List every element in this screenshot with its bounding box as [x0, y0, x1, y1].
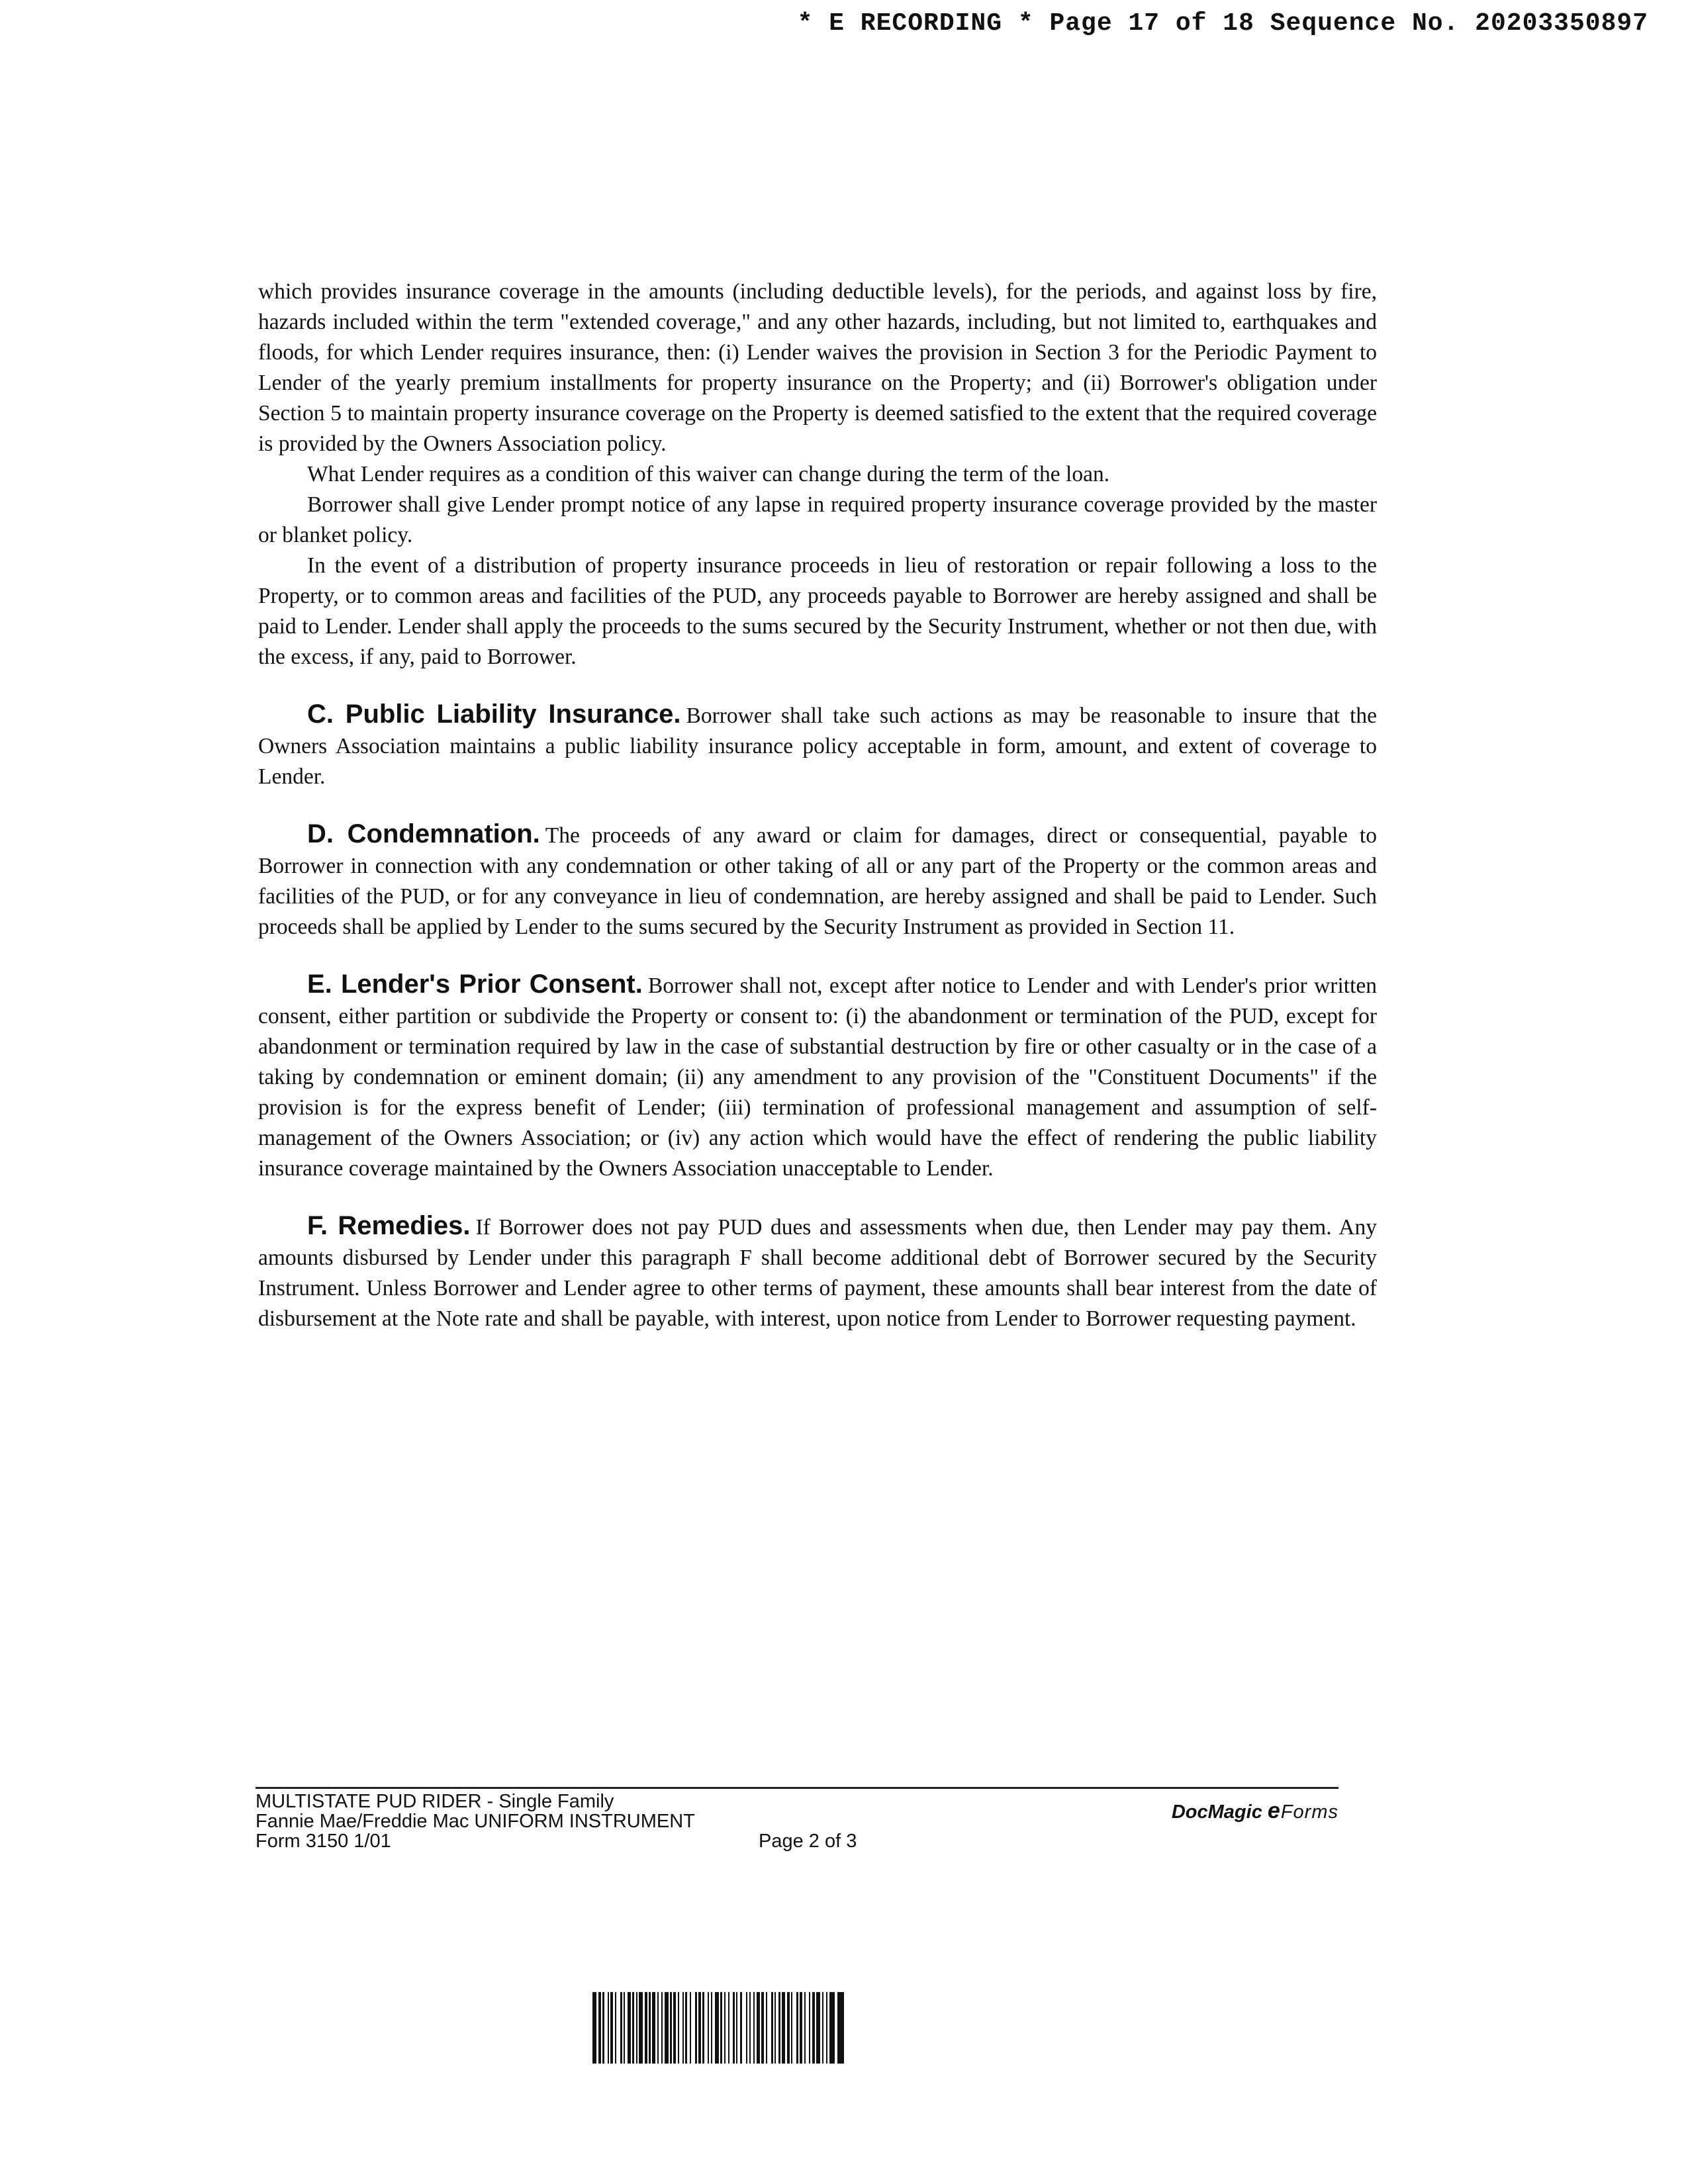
footer-form-title: MULTISTATE PUD RIDER - Single Family [256, 1791, 614, 1812]
document-body [258, 277, 1377, 1334]
footer-form-info [256, 1792, 695, 1851]
section-heading: D. Condemnation. [307, 819, 540, 848]
distribution-paragraph: In the event of a distribution of property insurance proceeds in lieu of restoration or repair following a loss to the Property, or to common areas and facilities of the PUD, any proceeds payable to Borrower are hereby assigned and shall be paid to Lender. Lender shall apply the proceeds to the sums secured by the Security Instrument, whether or not then due, with the excess, if any, paid to Borrower. [258, 553, 1377, 669]
section-heading: C. Public Liability Insurance. [307, 700, 681, 729]
section-condemnation [258, 819, 1377, 942]
section-public-liability [258, 699, 1377, 792]
eforms-text: Forms [1280, 1801, 1338, 1823]
section-heading: E. Lender's Prior Consent. [307, 970, 643, 999]
brand-name: DocMagic [1171, 1801, 1262, 1823]
section-text: If Borrower does not pay PUD dues and assessments when due, then Lender may pay them. Any amounts disbursed by Lender under this paragraph F shall become additional debt of Borrower secured by the Security Instrument. Unless Borrower and Lender agree to other terms of payment, these amounts shall bear interest from the date of disbursement at the Note rate and shall be payable, with interest, upon notice from Lender to Borrower requesting payment. [258, 1215, 1377, 1331]
section-text: Borrower shall take such actions as may be reasonable to insure that the Owners Association maintains a public liability insurance policy acceptable in form, amount, and extent of coverage to Lender. [258, 704, 1377, 789]
section-text: The proceeds of any award or claim for damages, direct or consequential, payable to Borrower in connection with any condemnation or other taking of all or any part of the Property or the common areas and facilities of the PUD, or for any conveyance in lieu of condemnation, are hereby assigned and shall be paid to Lender. Such proceeds shall be applied by Lender to the sums secured by the Security Instrument as provided in Section 11. [258, 823, 1377, 939]
form-footer [256, 1787, 1338, 1862]
eforms-e: e [1267, 1798, 1281, 1823]
eforms-logo [1267, 1798, 1338, 1823]
waiver-paragraph: What Lender requires as a condition of this waiver can change during the term of the loan. [307, 462, 1110, 486]
section-remedies [258, 1210, 1377, 1334]
footer-instrument: Fannie Mae/Freddie Mac UNIFORM INSTRUMENT [256, 1811, 695, 1832]
notice-paragraph: Borrower shall give Lender prompt notice of any lapse in required property insurance coverage provided by the master or blanket policy. [258, 492, 1377, 547]
footer-form-number: Form 3150 1/01 [256, 1831, 391, 1852]
document-barcode [592, 1992, 1036, 2064]
section-lenders-prior-consent [258, 969, 1377, 1184]
footer-page-number: Page 2 of 3 [759, 1831, 857, 1852]
recording-stamp: * E RECORDING * Page 17 of 18 Sequence No. 20203350897 [797, 9, 1648, 38]
docmagic-logo [1171, 1798, 1338, 1823]
section-text: Borrower shall not, except after notice to Lender and with Lender's prior written consent, either partition or subdivide the Property or consent to: (i) the abandonment or termination of the PUD, except for abandonment or termination required by law in the case of substantial destruction by fire or other casualty or in the case of a taking by condemnation or eminent domain; (ii) any amendment to any provision of the "Constituent Documents" if the provision is for the express benefit of Lender; (iii) termination of professional management and assumption of self-management of the Owners Association; or (iv) any action which would have the effect of rendering the public liability insurance coverage maintained by the Owners Association unacceptable to Lender. [258, 974, 1377, 1181]
section-heading: F. Remedies. [307, 1211, 471, 1240]
intro-paragraph: which provides insurance coverage in the amounts (including deductible levels), for the periods, and against loss by fire, hazards included within the term "extended coverage," and any other hazards, including, but not limited to, earthquakes and floods, for which Lender requires insurance, then: (i) Lender waives the provision in Section 3 for the Periodic Payment to Lender of the yearly premium installments for property insurance on the Property; and (ii) Borrower's obligation under Section 5 to maintain property insurance coverage on the Property is deemed satisfied to the extent that the required coverage is provided by the Owners Association policy. [258, 279, 1377, 456]
